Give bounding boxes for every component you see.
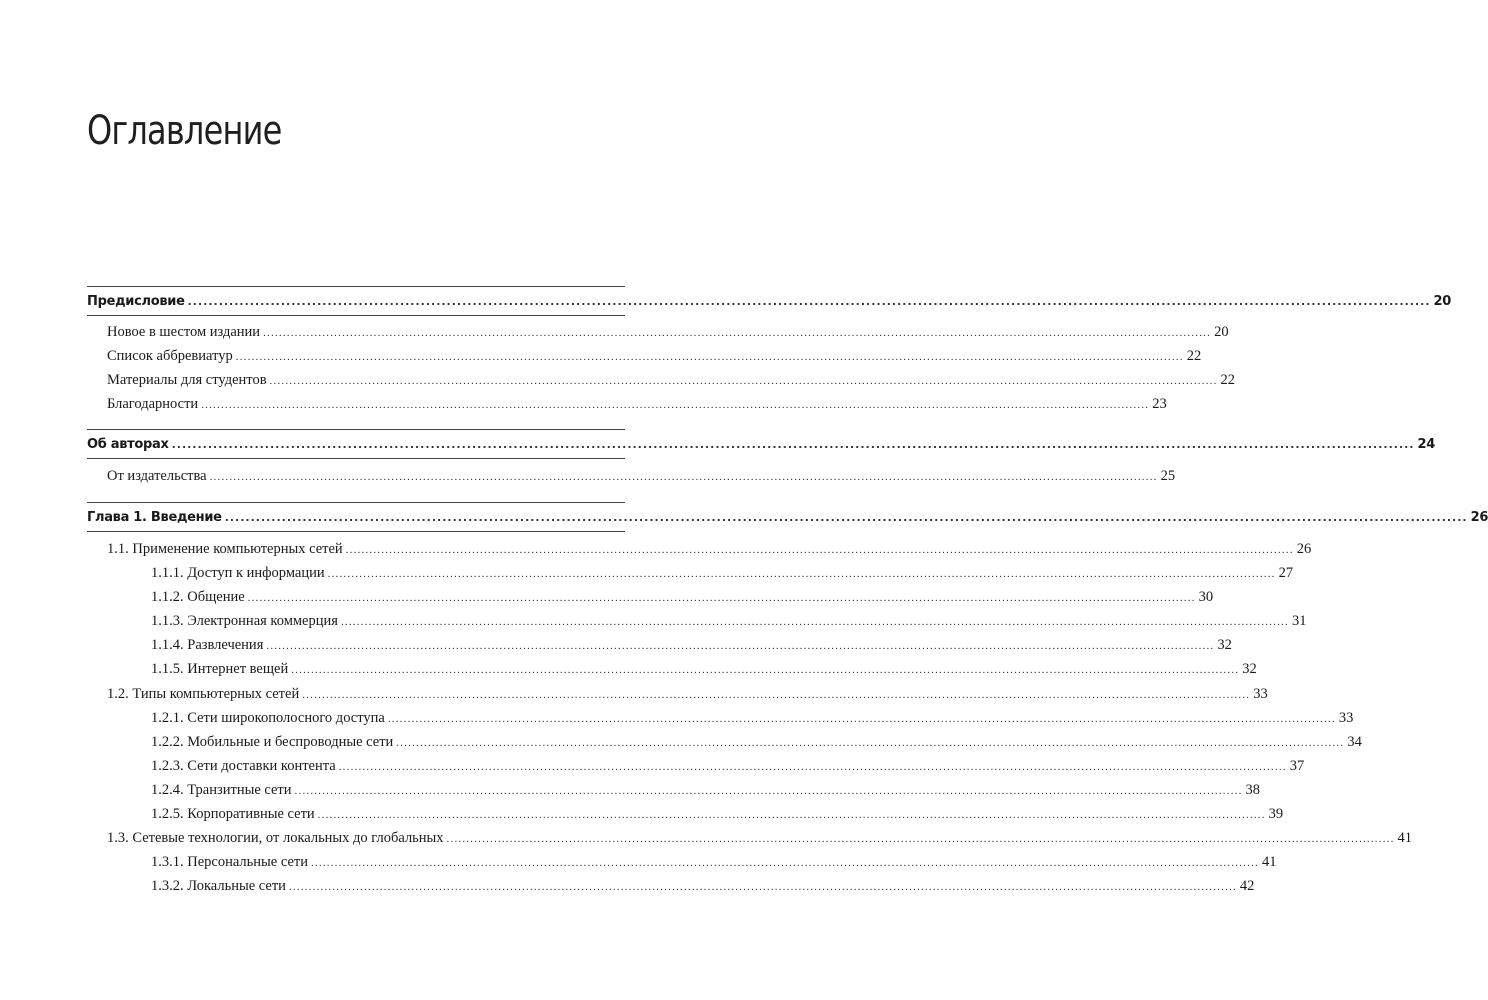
toc-entry[interactable]: 1.1.2. Общение ................................................................................................................................................................................................................................................ 30 xyxy=(151,589,1214,605)
toc-entry[interactable]: 1.2.5. Корпоративные сети ................................................................................................................................................................................................................................................ 39 xyxy=(151,806,1284,822)
toc-entry[interactable]: 1.1.4. Развлечения ................................................................................................................................................................................................................................................ 32 xyxy=(151,637,1232,653)
toc-entry[interactable]: Список аббревиатур ................................................................................................................................................................................................................................................ 22 xyxy=(107,348,1202,364)
toc-entry[interactable]: Благодарности ................................................................................................................................................................................................................................................ 23 xyxy=(107,396,1167,412)
toc-entry[interactable]: 1.2. Типы компьютерных сетей ................................................................................................................................................................................................................................................ 33 xyxy=(107,686,1268,702)
toc-entry[interactable]: 1.1.1. Доступ к информации ................................................................................................................................................................................................................................................ 27 xyxy=(151,565,1294,581)
toc-entry-authors[interactable]: Об авторах ................................................................................................................................................................................................................................................ 24 xyxy=(87,437,1435,452)
toc-entry[interactable]: 1.2.4. Транзитные сети ................................................................................................................................................................................................................................................ 38 xyxy=(151,782,1261,798)
toc-entry[interactable]: 1.2.3. Сети доставки контента ................................................................................................................................................................................................................................................ 37 xyxy=(151,758,1305,774)
toc-entry[interactable]: 1.1.5. Интернет вещей ................................................................................................................................................................................................................................................ 32 xyxy=(151,661,1257,677)
section-rule xyxy=(87,286,625,287)
toc-entry[interactable]: Новое в шестом издании ................................................................................................................................................................................................................................................ 20 xyxy=(107,324,1229,340)
toc-entry[interactable]: 1.3. Сетевые технологии, от локальных до глобальных ................................................................................................................................................................................................................................................ 41 xyxy=(107,830,1413,846)
toc-entry-preface[interactable]: Предисловие ................................................................................................................................................................................................................................................ 20 xyxy=(87,294,1452,309)
section-rule xyxy=(87,531,625,532)
section-rule xyxy=(87,458,625,459)
section-rule xyxy=(87,315,625,316)
section-rule xyxy=(87,429,625,430)
toc-entry[interactable]: 1.2.2. Мобильные и беспроводные сети ................................................................................................................................................................................................................................................ 34 xyxy=(151,734,1362,750)
toc-entry-chapter-1[interactable]: Глава 1. Введение ................................................................................................................................................................................................................................................ 26 xyxy=(87,510,1488,525)
toc-entry[interactable]: 1.3.2. Локальные сети ................................................................................................................................................................................................................................................ 42 xyxy=(151,878,1255,894)
toc-entry[interactable]: 1.3.1. Персональные сети ................................................................................................................................................................................................................................................ 41 xyxy=(151,854,1277,870)
toc-entry[interactable]: Материалы для студентов ................................................................................................................................................................................................................................................ 22 xyxy=(107,372,1236,388)
toc-entry[interactable]: 1.2.1. Сети широкополосного доступа ................................................................................................................................................................................................................................................ 33 xyxy=(151,710,1354,726)
page-title: Оглавление xyxy=(87,108,282,154)
toc-entry[interactable]: 1.1. Применение компьютерных сетей ................................................................................................................................................................................................................................................ 26 xyxy=(107,541,1312,557)
toc-entry[interactable]: От издательства ................................................................................................................................................................................................................................................ 25 xyxy=(107,468,1176,484)
toc-entry[interactable]: 1.1.3. Электронная коммерция ................................................................................................................................................................................................................................................ 31 xyxy=(151,613,1307,629)
section-rule xyxy=(87,502,625,503)
